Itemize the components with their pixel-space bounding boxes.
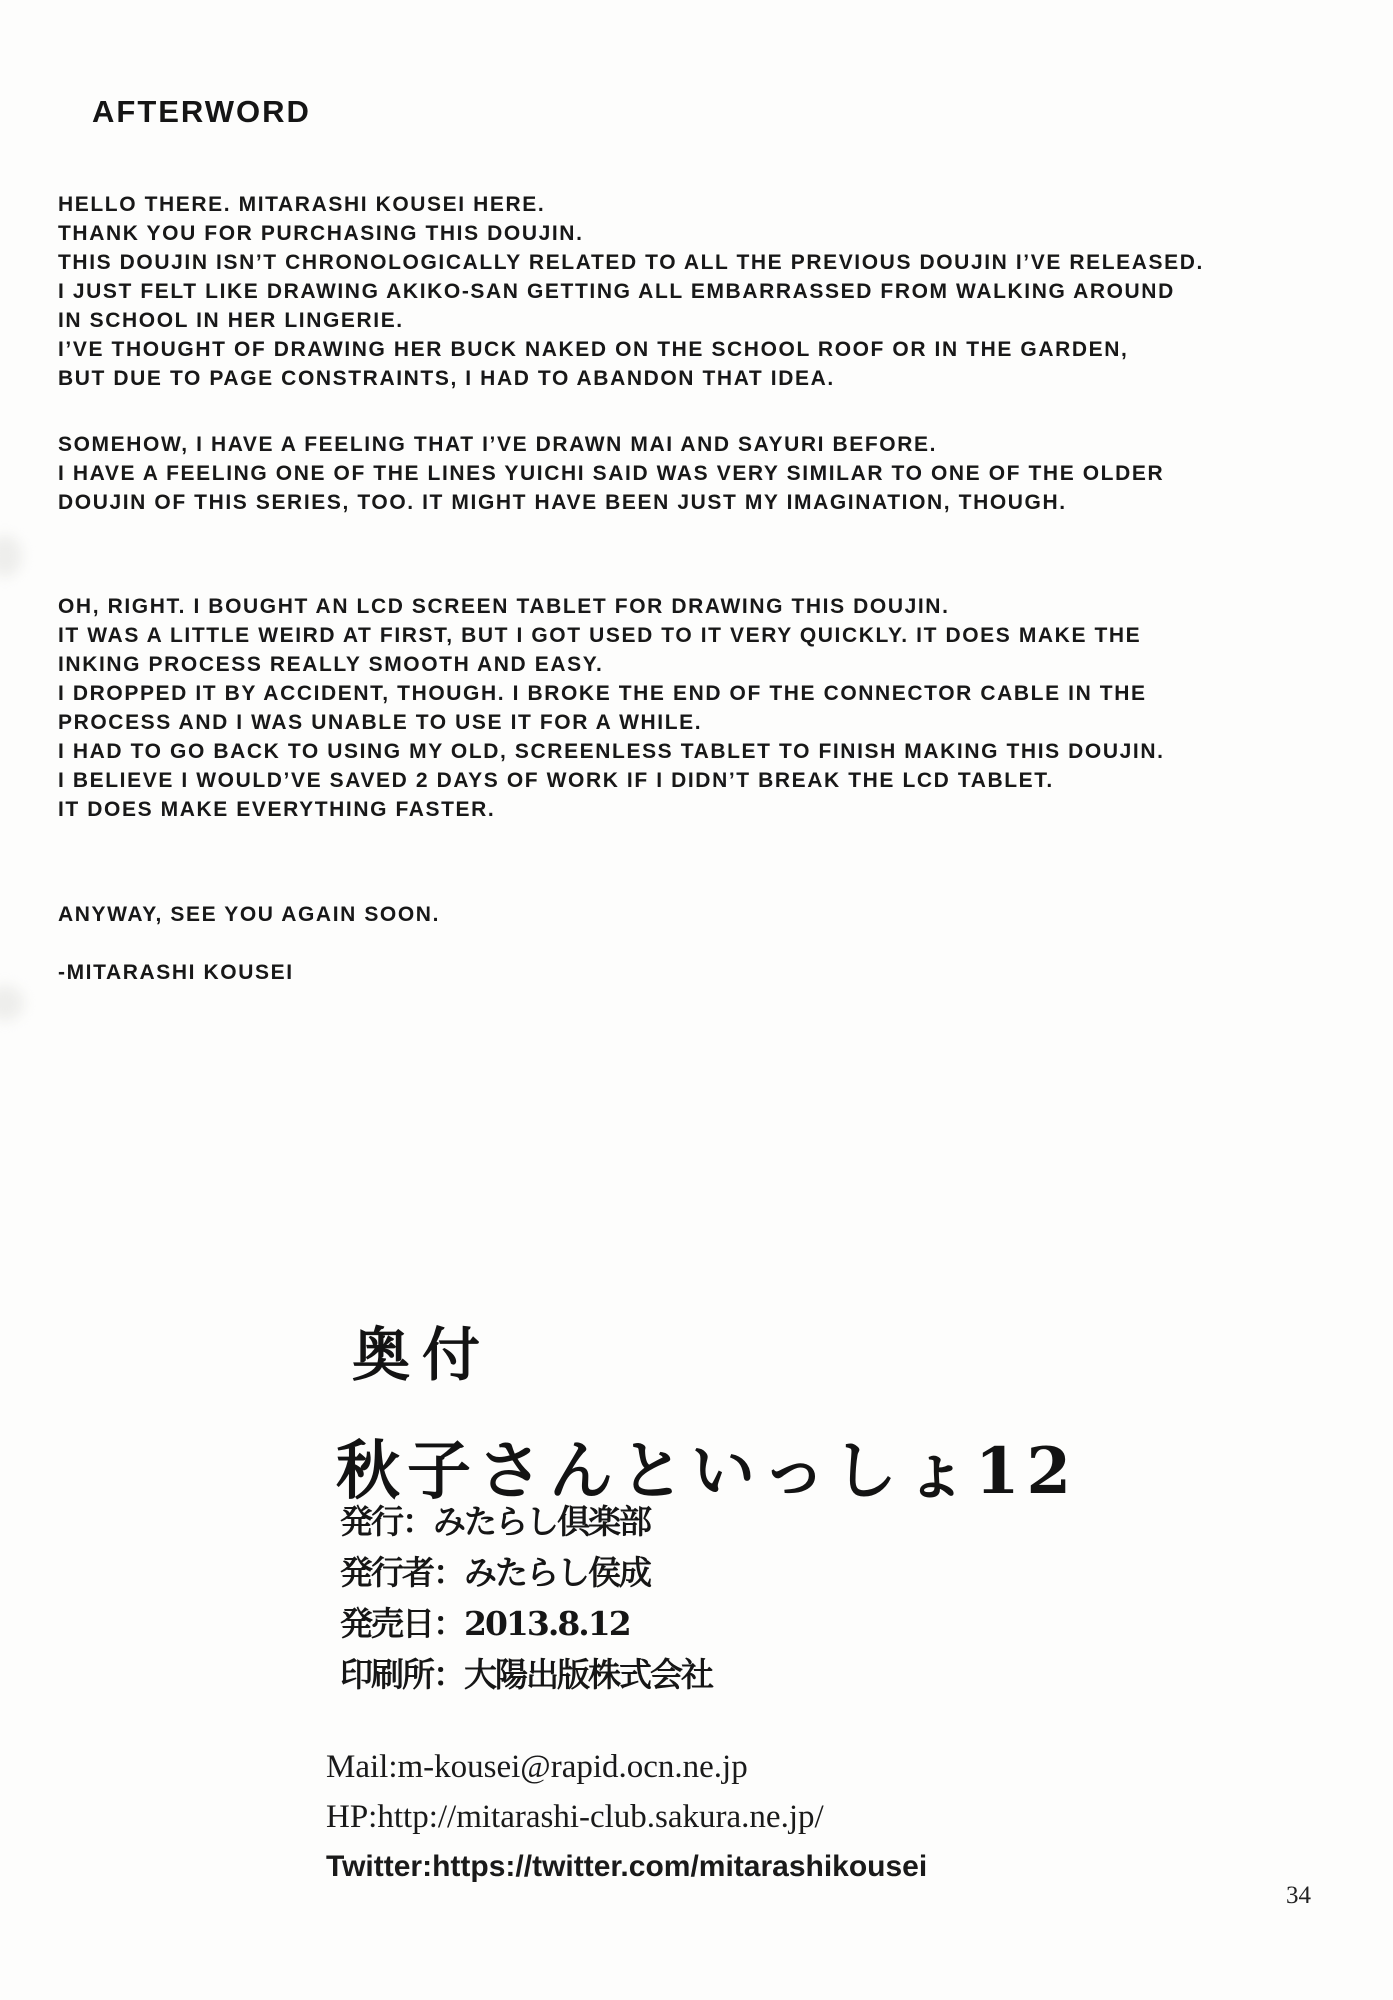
afterword-paragraph	[58, 592, 1368, 824]
afterword-paragraph	[58, 190, 1368, 393]
colophon-author-line: 発行者：みたらし侯成	[340, 1553, 650, 1592]
afterword-line: OH, RIGHT. I BOUGHT AN LCD SCREEN TABLET FOR DRAWING THIS DOUJIN.	[58, 595, 950, 618]
contact-twitter: Twitter:https://twitter.com/mitarashikousei	[326, 1850, 928, 1883]
afterword-signoff	[58, 900, 1368, 929]
afterword-line: I HAD TO GO BACK TO USING MY OLD, SCREENLESS TABLET TO FINISH MAKING THIS DOUJIN.	[58, 740, 1165, 763]
afterword-line: -MITARASHI KOUSEI	[58, 961, 294, 984]
afterword-paragraph	[58, 430, 1368, 517]
afterword-line: HELLO THERE. MITARASHI KOUSEI HERE.	[58, 193, 546, 216]
colophon-details	[340, 1496, 712, 1700]
afterword-line: THANK YOU FOR PURCHASING THIS DOUJIN.	[58, 222, 584, 245]
contact-info	[326, 1742, 927, 1892]
afterword-line: INKING PROCESS REALLY SMOOTH AND EASY.	[58, 653, 604, 676]
scan-smudge	[0, 535, 22, 577]
afterword-line: I DROPPED IT BY ACCIDENT, THOUGH. I BROKE THE END OF THE CONNECTOR CABLE IN THE	[58, 682, 1147, 705]
afterword-signature	[58, 958, 1368, 987]
afterword-line: DOUJIN OF THIS SERIES, TOO. IT MIGHT HAVE BEEN JUST MY IMAGINATION, THOUGH.	[58, 491, 1067, 514]
afterword-line: I BELIEVE I WOULD’VE SAVED 2 DAYS OF WORK IF I DIDN’T BREAK THE LCD TABLET.	[58, 769, 1054, 792]
scan-smudge	[0, 985, 24, 1021]
contact-mail: Mail:m-kousei@rapid.ocn.ne.jp	[326, 1749, 748, 1785]
afterword-line: IT DOES MAKE EVERYTHING FASTER.	[58, 798, 496, 821]
afterword-line: SOMEHOW, I HAVE A FEELING THAT I’VE DRAWN MAI AND SAYURI BEFORE.	[58, 433, 938, 456]
afterword-line: IN SCHOOL IN HER LINGERIE.	[58, 309, 404, 332]
afterword-line: PROCESS AND I WAS UNABLE TO USE IT FOR A WHILE.	[58, 711, 703, 734]
afterword-line: I HAVE A FEELING ONE OF THE LINES YUICHI SAID WAS VERY SIMILAR TO ONE OF THE OLDER	[58, 462, 1165, 485]
colophon-heading: 奥付	[352, 1321, 493, 1389]
afterword-body	[58, 190, 1368, 987]
afterword-line: ANYWAY, SEE YOU AGAIN SOON.	[58, 903, 440, 926]
afterword-line: IT WAS A LITTLE WEIRD AT FIRST, BUT I GOT USED TO IT VERY QUICKLY. IT DOES MAKE THE	[58, 624, 1142, 647]
afterword-heading: AFTERWORD	[92, 94, 311, 129]
afterword-line: THIS DOUJIN ISN’T CHRONOLOGICALLY RELATED TO ALL THE PREVIOUS DOUJIN I’VE RELEASED.	[58, 251, 1204, 274]
colophon-printer-line: 印刷所：大陽出版株式会社	[340, 1655, 712, 1694]
contact-hp: HP:http://mitarashi-club.sakura.ne.jp/	[326, 1799, 824, 1835]
colophon-publisher-line: 発行：みたらし倶楽部	[340, 1502, 650, 1541]
doujin-title: 秋子さんといっしょ12	[336, 1434, 1079, 1509]
afterword-line: I JUST FELT LIKE DRAWING AKIKO-SAN GETTING ALL EMBARRASSED FROM WALKING AROUND	[58, 280, 1175, 303]
afterword-line: BUT DUE TO PAGE CONSTRAINTS, I HAD TO ABANDON THAT IDEA.	[58, 367, 835, 390]
page-number: 34	[1286, 1882, 1311, 1909]
afterword-line: I’VE THOUGHT OF DRAWING HER BUCK NAKED ON THE SCHOOL ROOF OR IN THE GARDEN,	[58, 338, 1129, 361]
colophon-release-date-line: 発売日：2013.8.12	[340, 1604, 630, 1643]
